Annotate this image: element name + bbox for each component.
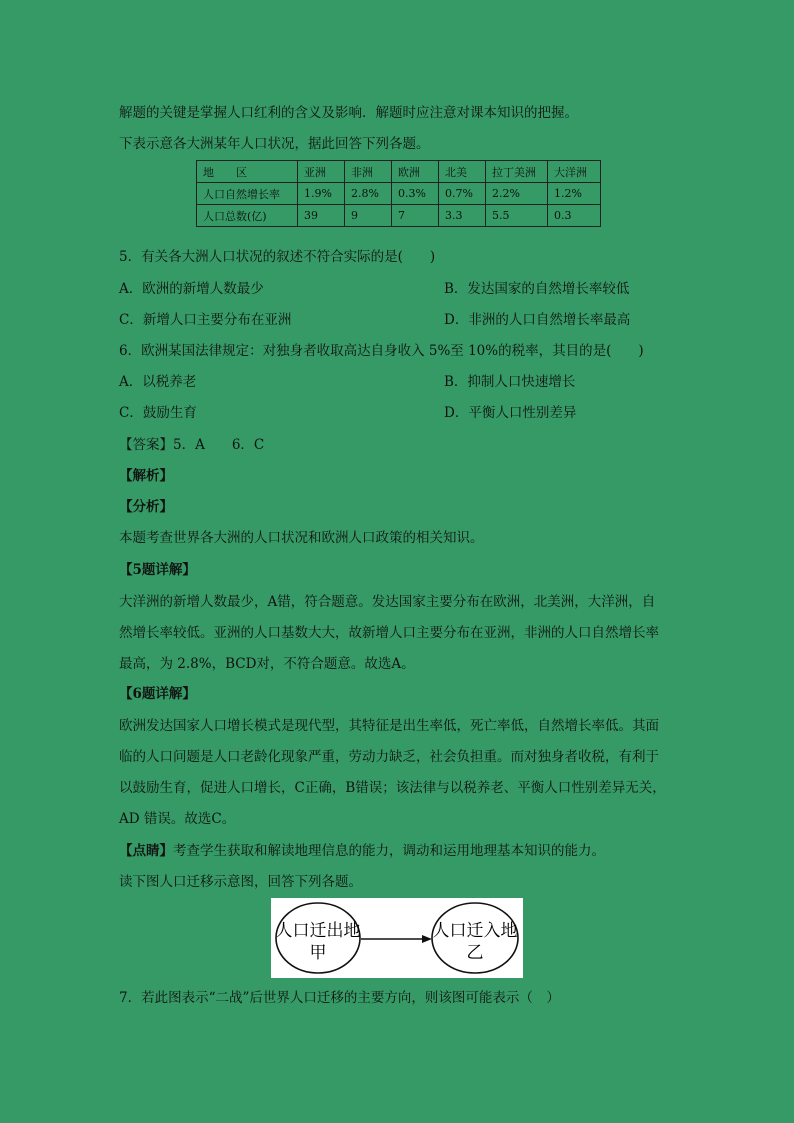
table-header-row	[197, 161, 601, 183]
fenxi-text: 本题考查世界各大洲的人口状况和欧洲人口政策的相关知识。	[119, 530, 484, 546]
table-header-cell: 地 区	[197, 161, 298, 183]
origin-sublabel: 甲	[309, 943, 327, 963]
q6-detail-line: 以鼓励生育，促进人口增长，C正确，B错误；该法律与以税养老、平衡人口性别差异无关，	[119, 780, 666, 796]
q5-detail-line: 然增长率较低。亚洲的人口基数大大，故新增人口主要分布在亚洲，非洲的人口自然增长率	[119, 625, 659, 641]
question-6-stem: 6．欧洲某国法律规定：对独身者收取高达自身收入 5%至 10%的税率，其目的是( )	[119, 343, 644, 359]
table-cell: 9	[345, 205, 392, 227]
population-table	[196, 160, 601, 227]
table-cell: 2.8%	[345, 183, 392, 205]
paragraph-key-point: 解题的关键是掌握人口红利的含义及影响．解题时应注意对课本知识的把握。	[119, 105, 578, 121]
table-header-cell: 欧洲	[392, 161, 439, 183]
table-header-cell: 北美	[439, 161, 486, 183]
table-cell: 1.9%	[298, 183, 345, 205]
question-6-option-c: C．鼓励生育	[119, 405, 197, 421]
q6-detail-line: AD 错误。故选C。	[119, 811, 236, 827]
question-6-option-a: A．以税养老	[119, 374, 197, 390]
destination-label: 人口迁入地	[432, 921, 518, 941]
table-header-cell: 拉丁美洲	[486, 161, 548, 183]
migration-diagram	[271, 898, 523, 978]
diagram-intro: 读下图人口迁移示意图，回答下列各题。	[119, 874, 362, 890]
dianjing-text: 考查学生获取和解读地理信息的能力，调动和运用地理基本知识的能力。	[173, 843, 605, 859]
table-row	[197, 205, 601, 227]
table-cell: 3.3	[439, 205, 486, 227]
table-header-cell: 非洲	[345, 161, 392, 183]
table-cell: 0.7%	[439, 183, 486, 205]
question-5-stem: 5．有关各大洲人口状况的叙述不符合实际的是( )	[119, 249, 436, 265]
question-5-option-a: A．欧洲的新增人数最少	[119, 281, 264, 297]
table-cell: 人口总数(亿)	[197, 205, 298, 227]
answer-line: 【答案】5．A 6．C	[119, 437, 265, 453]
table-cell: 人口自然增长率	[197, 183, 298, 205]
dianjing-heading: 【点睛】	[119, 843, 173, 859]
question-6-option-b: B．抑制人口快速增长	[444, 374, 576, 390]
table-cell: 7	[392, 205, 439, 227]
q5-detail-line: 最高，为 2.8%，BCD对，不符合题意。故选A。	[119, 656, 415, 672]
paragraph-table-intro: 下表示意各大洲某年人口状况，据此回答下列各题。	[119, 136, 430, 152]
table-row	[197, 183, 601, 205]
table-header-cell: 亚洲	[298, 161, 345, 183]
question-5-option-d: D．非洲的人口自然增长率最高	[444, 312, 631, 328]
dianjing-line	[119, 842, 605, 860]
q6-detail-line: 欧洲发达国家人口增长模式是现代型，其特征是出生率低，死亡率低，自然增长率低。其面	[119, 718, 659, 734]
question-5-option-c: C．新增人口主要分布在亚洲	[119, 312, 292, 328]
table-cell: 0.3%	[392, 183, 439, 205]
question-7-stem: 7．若此图表示“二战”后世界人口迁移的主要方向，则该图可能表示（ ）	[119, 990, 560, 1006]
question-5-option-b: B．发达国家的自然增长率较低	[444, 281, 630, 297]
question-6-option-d: D．平衡人口性别差异	[444, 405, 577, 421]
q6-detail-heading: 【6题详解】	[119, 686, 196, 702]
table-cell: 39	[298, 205, 345, 227]
analysis-heading: 【解析】	[119, 468, 173, 484]
q5-detail-line: 大洋洲的新增人数最少，A错，符合题意。发达国家主要分布在欧洲，北美洲，大洋洲，自	[119, 594, 656, 610]
table-cell: 5.5	[486, 205, 548, 227]
destination-sublabel: 乙	[466, 943, 484, 963]
fenxi-heading: 【分析】	[119, 499, 173, 515]
q5-detail-heading: 【5题详解】	[119, 562, 196, 578]
table-header-cell: 大洋洲	[548, 161, 601, 183]
origin-label: 人口迁出地	[275, 921, 361, 941]
arrow-head-icon	[422, 935, 432, 943]
q6-detail-line: 临的人口问题是人口老龄化现象严重，劳动力缺乏，社会负担重。而对独身者收税，有利于	[119, 749, 659, 765]
table-cell: 0.3	[548, 205, 601, 227]
table-cell: 1.2%	[548, 183, 601, 205]
table-cell: 2.2%	[486, 183, 548, 205]
